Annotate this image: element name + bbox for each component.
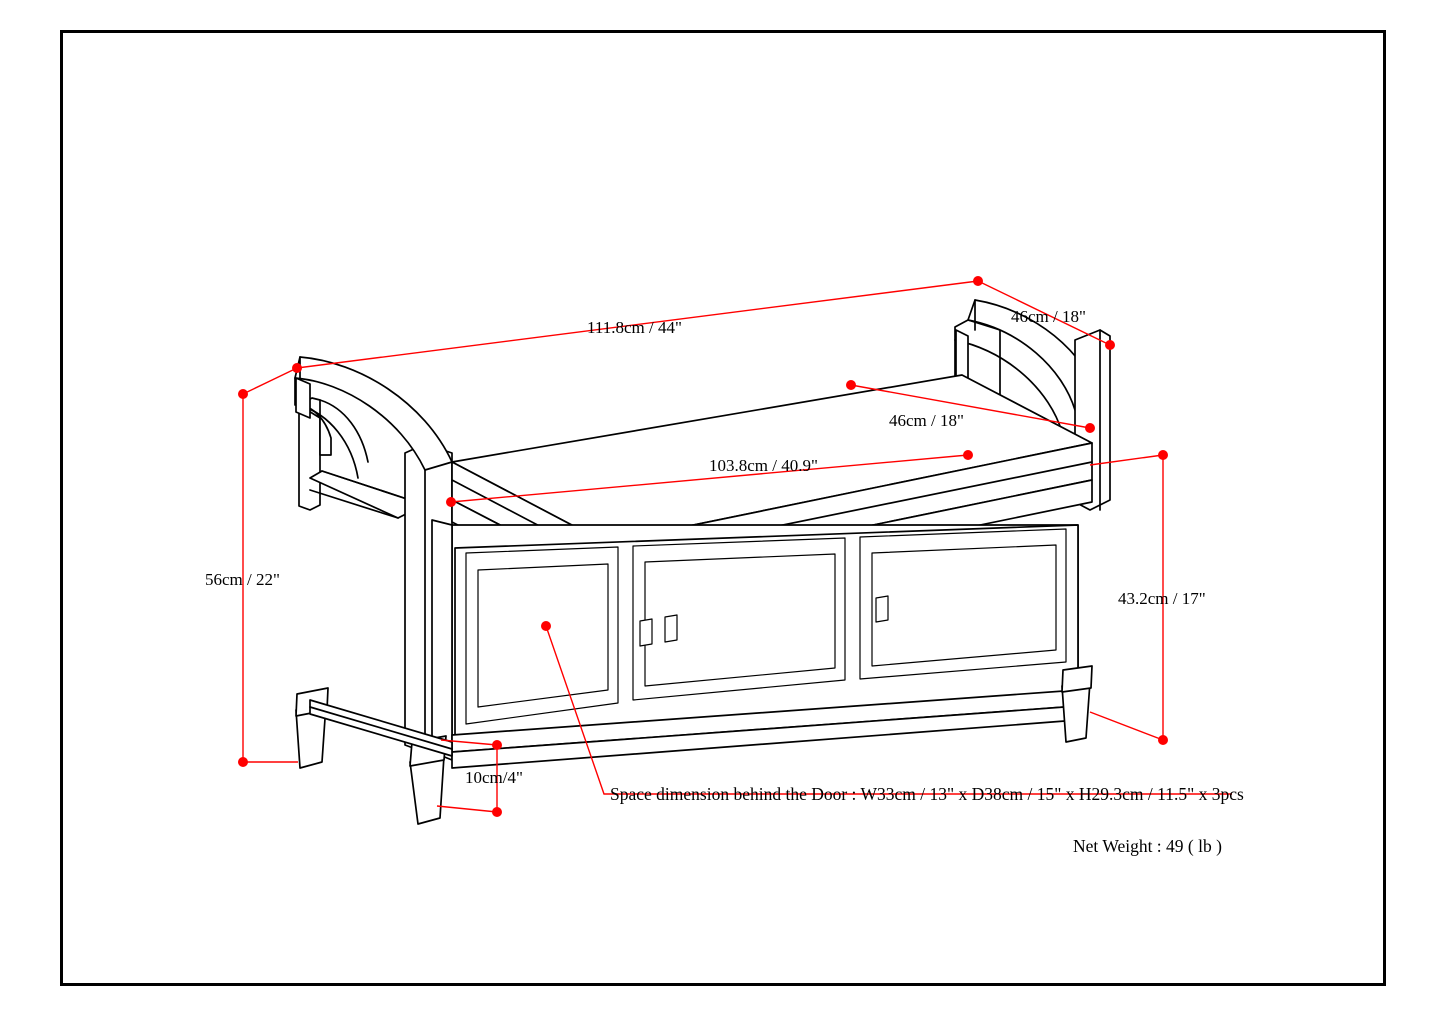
dimension-label-seat-depth: 46cm / 18" — [889, 411, 964, 430]
note-net-weight: Net Weight : 49 ( lb ) — [1073, 836, 1222, 856]
dimension-label-seat-height: 43.2cm / 17" — [1118, 589, 1206, 608]
dimension-label-leg-height: 10cm/4" — [465, 768, 523, 787]
dimension-label-seat-width: 103.8cm / 40.9" — [709, 456, 818, 475]
dimension-label-overall-height: 56cm / 22" — [205, 570, 280, 589]
dimension-label-overall-width: 111.8cm / 44" — [587, 318, 682, 337]
dimension-label-arm-depth-top: 46cm / 18" — [1011, 307, 1086, 326]
note-door-space: Space dimension behind the Door : W33cm / 13" x D38cm / 15" x H29.3cm / 11.5" x 3pcs — [610, 784, 1244, 804]
